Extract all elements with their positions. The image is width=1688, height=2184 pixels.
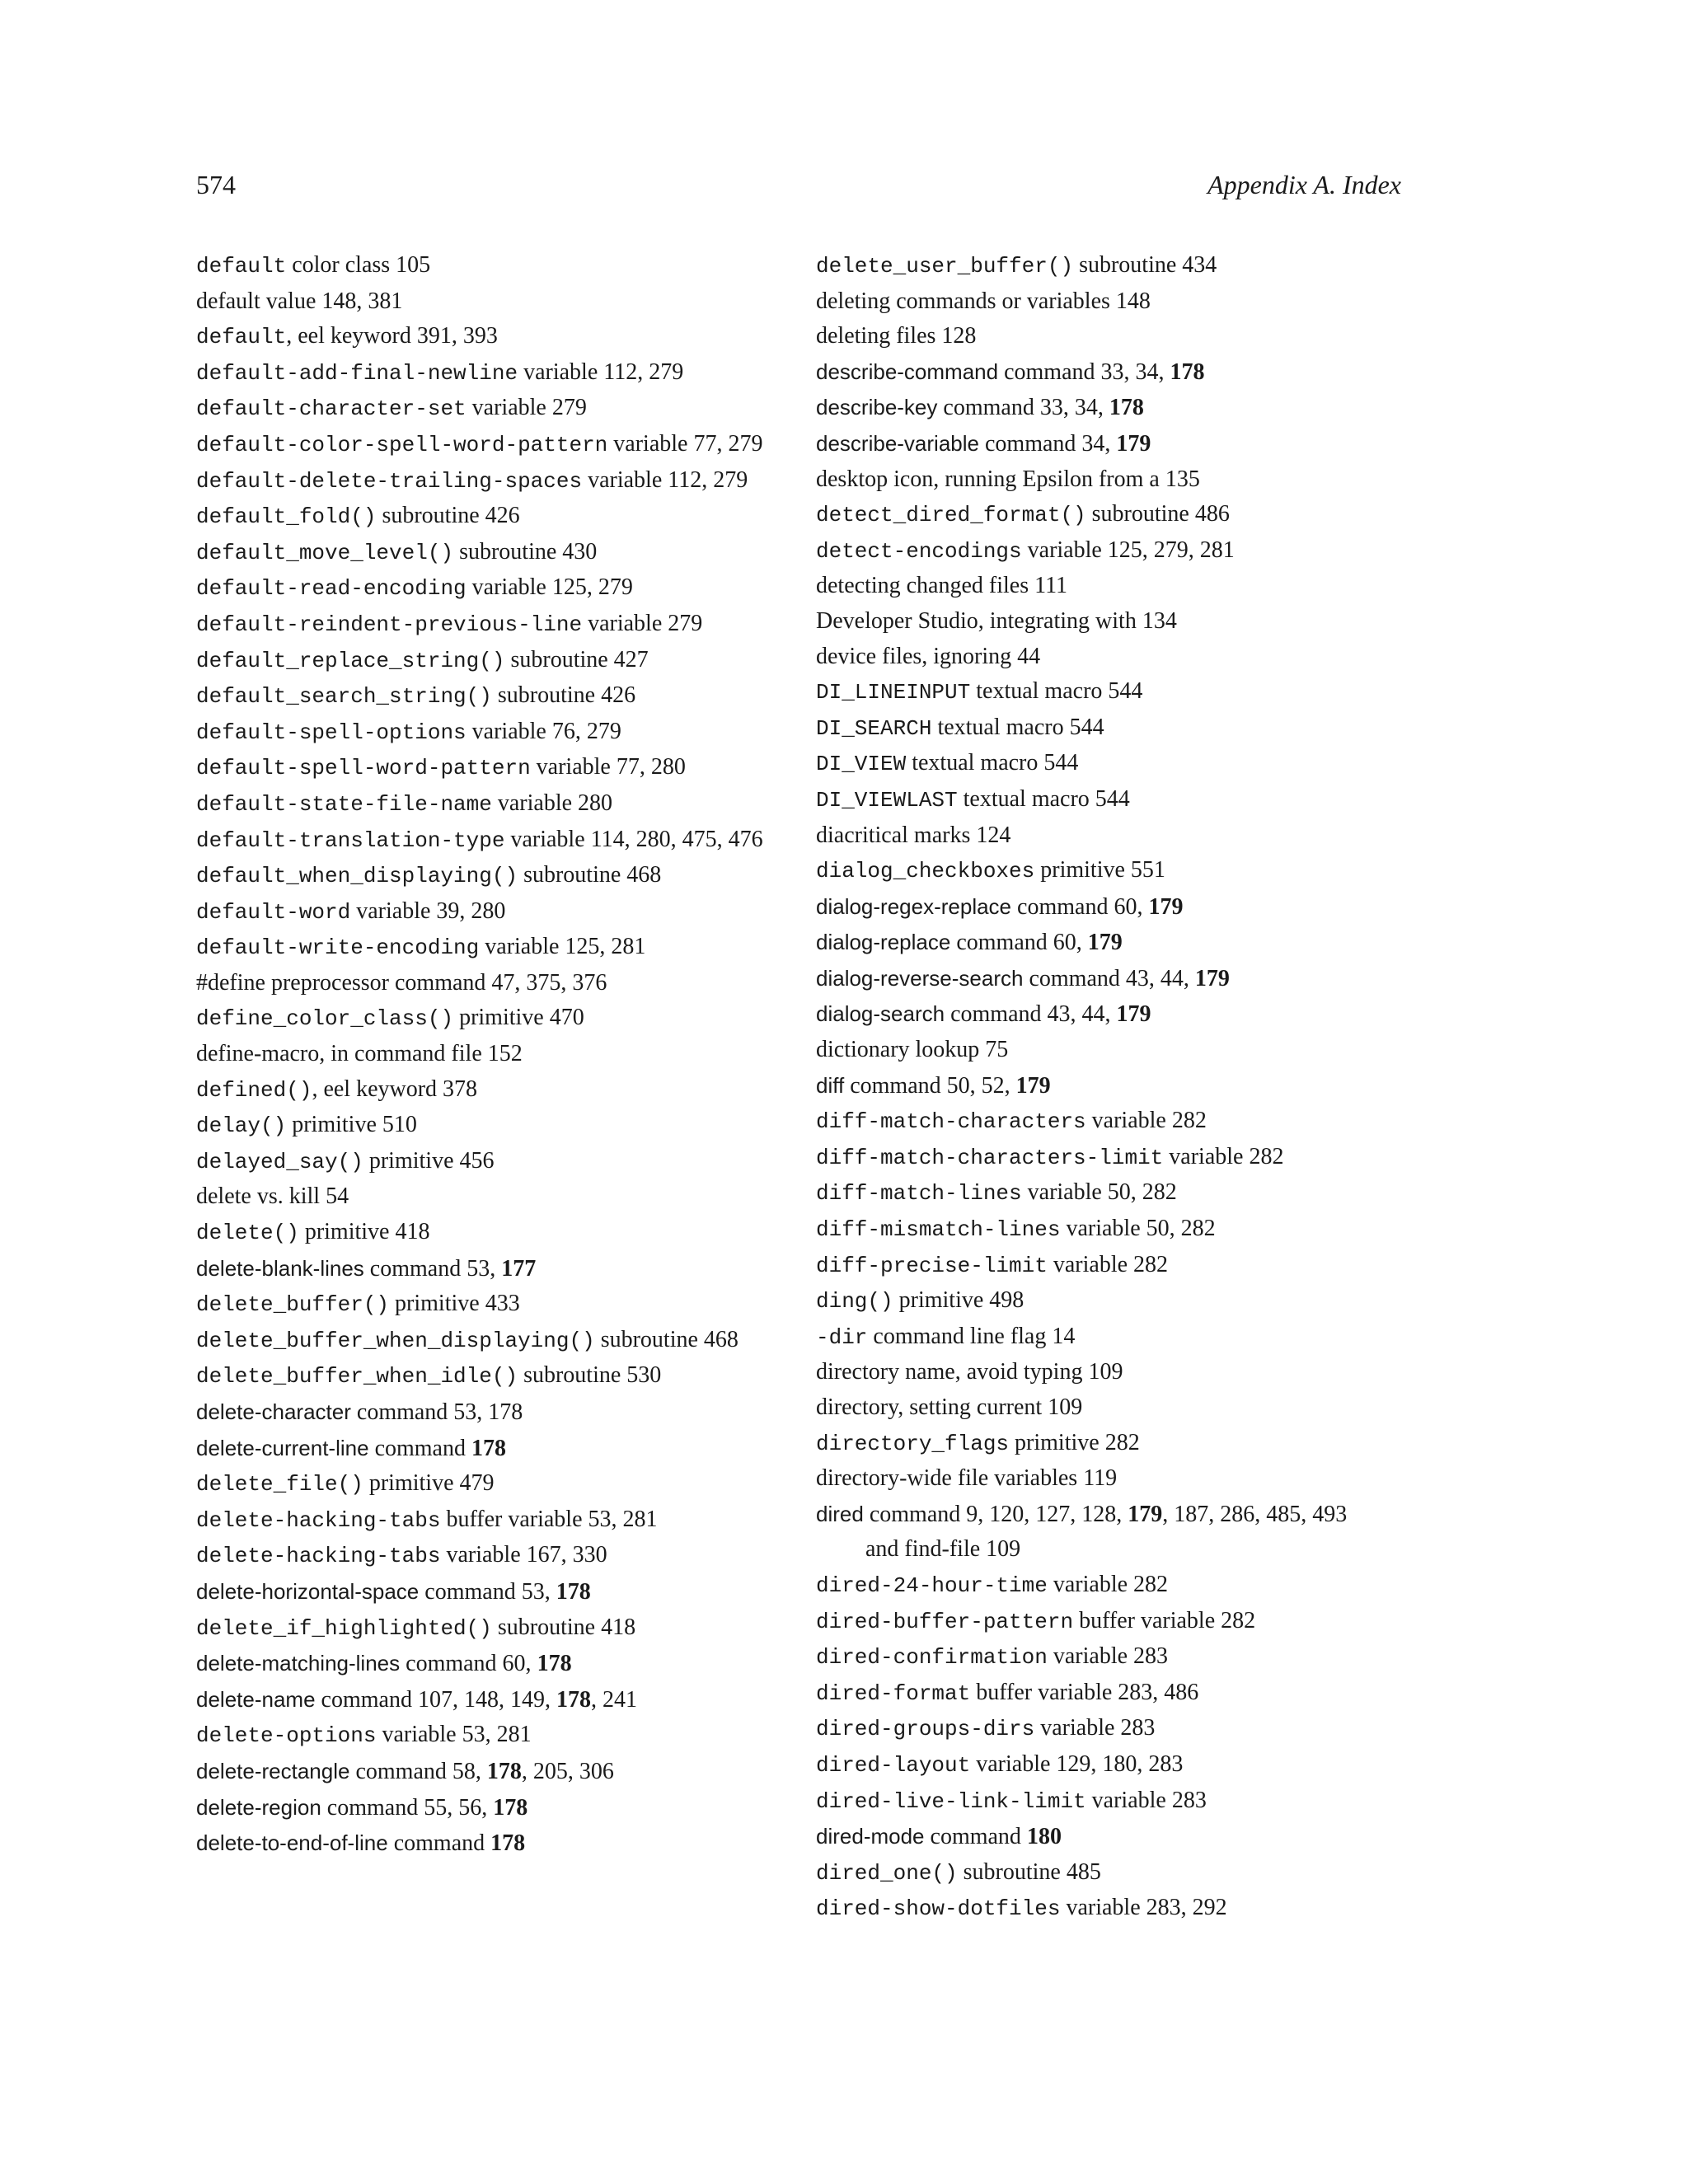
index-term: default_search_string(): [196, 684, 492, 710]
index-term: dialog_checkboxes: [816, 859, 1035, 884]
index-subentry: [816, 1532, 1393, 1568]
index-primary-page: 178: [556, 1578, 591, 1605]
index-entry: [816, 1747, 1393, 1783]
index-text: subroutine 486: [1085, 501, 1230, 527]
index-entry: [196, 607, 773, 643]
index-text: default value 148, 381: [196, 288, 403, 314]
index-term: default_replace_string(): [196, 648, 505, 673]
index-entry: [816, 1319, 1393, 1356]
index-entry: [816, 1639, 1393, 1675]
index-entry: [196, 284, 773, 320]
index-entry: [196, 1323, 773, 1359]
index-term: default-delete-trailing-spaces: [196, 468, 583, 494]
index-entry: [816, 853, 1393, 889]
index-entry: [196, 1108, 773, 1144]
index-term: delete-name: [196, 1686, 316, 1712]
index-text: command 53,: [419, 1578, 556, 1605]
index-entry: [196, 570, 773, 607]
index-term: default-reindent-previous-line: [196, 612, 583, 637]
index-entry: [196, 535, 773, 571]
index-entry: [816, 462, 1393, 498]
index-term: ding(): [816, 1289, 893, 1315]
index-term: DI_SEARCH: [816, 715, 932, 741]
index-text: variable 50, 282: [1060, 1216, 1216, 1242]
index-text: device files, ignoring 44: [816, 643, 1041, 669]
index-primary-page: 180: [1026, 1824, 1062, 1850]
index-term: default-read-encoding: [196, 576, 467, 602]
index-primary-page: 179: [1194, 965, 1230, 991]
index-primary-page: 179: [1087, 930, 1123, 956]
index-text: variable 282: [1047, 1251, 1169, 1277]
index-term: default-add-final-newline: [196, 360, 518, 386]
index-entry: [196, 1466, 773, 1502]
index-term: delete-hacking-tabs: [196, 1544, 441, 1569]
index-text: directory name, avoid typing 109: [816, 1359, 1123, 1385]
index-text: textual macro 544: [970, 678, 1143, 705]
index-text: command 9, 120, 127, 128,: [863, 1501, 1128, 1527]
index-text: command 34,: [978, 430, 1117, 457]
index-entry: [816, 1855, 1393, 1891]
index-entry: [816, 604, 1393, 640]
index-entry: [196, 427, 773, 463]
index-text: command 58,: [349, 1758, 487, 1784]
index-term: delete-hacking-tabs: [196, 1507, 441, 1533]
index-text: subroutine 530: [518, 1362, 662, 1389]
index-entry: [196, 1001, 773, 1037]
index-term: default: [196, 254, 287, 279]
index-term: diff-precise-limit: [816, 1253, 1048, 1278]
index-text: buffer variable 283, 486: [970, 1679, 1199, 1705]
index-primary-page: 179: [1148, 893, 1184, 920]
index-primary-page: 178: [490, 1830, 526, 1857]
index-entry: [816, 1783, 1393, 1820]
index-entry: [816, 1675, 1393, 1712]
index-text: buffer variable 282: [1073, 1607, 1256, 1633]
index-term: default-spell-options: [196, 719, 467, 745]
index-primary-page: 179: [1116, 430, 1151, 457]
index-entry: [196, 750, 773, 786]
index-entry: [816, 782, 1393, 818]
index-term: default-write-encoding: [196, 935, 480, 961]
index-term: delete_buffer(): [196, 1292, 390, 1318]
index-entry: [196, 1825, 773, 1862]
index-text: detecting changed files 111: [816, 573, 1068, 599]
index-entry: [196, 463, 773, 499]
running-head: Appendix A. Index: [1207, 170, 1401, 199]
index-primary-page: 179: [1015, 1072, 1051, 1099]
index-text: variable 282: [1163, 1143, 1284, 1169]
index-primary-page: 178: [556, 1686, 591, 1713]
index-text: textual macro 544: [906, 750, 1079, 776]
index-text: subroutine 468: [594, 1326, 738, 1352]
index-term: describe-command: [816, 359, 999, 384]
index-term: delete(): [196, 1221, 299, 1246]
index-term: dired: [816, 1501, 864, 1526]
index-text: primitive 456: [363, 1147, 495, 1174]
index-text: directory-wide file variables 119: [816, 1465, 1118, 1492]
index-entry: [816, 1355, 1393, 1390]
index-term: define_color_class(): [196, 1006, 454, 1032]
index-entry: [816, 1497, 1393, 1533]
index-text: primitive 498: [893, 1287, 1025, 1314]
index-entry: [196, 1646, 773, 1682]
index-term: delete_buffer_when_displaying(): [196, 1328, 595, 1353]
index-term: diff-mismatch-lines: [816, 1217, 1061, 1243]
index-term: dialog-reverse-search: [816, 965, 1024, 991]
index-entry: [196, 248, 773, 284]
index-text: color class 105: [286, 252, 431, 278]
index-primary-page: 178: [486, 1758, 522, 1784]
index-text: , 241: [590, 1686, 637, 1713]
index-term: delete-region: [196, 1794, 321, 1820]
index-text: variable 280: [491, 790, 613, 816]
index-text: primitive 510: [286, 1112, 417, 1138]
index-entry: [816, 1461, 1393, 1497]
index-text: command: [387, 1830, 491, 1857]
index-entry: [196, 1790, 773, 1826]
index-text: variable 76, 279: [466, 718, 621, 744]
index-entry: [816, 533, 1393, 569]
index-term: delete_if_highlighted(): [196, 1615, 492, 1641]
index-text: variable 282: [1085, 1108, 1207, 1134]
index-entry: [196, 1286, 773, 1323]
index-text: command 60,: [950, 930, 1088, 956]
index-entry: [816, 925, 1393, 961]
index-entry: [816, 497, 1393, 533]
index-entry: [196, 1718, 773, 1754]
index-primary-page: 177: [501, 1255, 537, 1282]
index-term: delete_file(): [196, 1472, 363, 1497]
index-term: directory_flags: [816, 1431, 1010, 1456]
index-text: #define preprocessor command 47, 375, 376: [196, 969, 607, 996]
index-term: delete-horizontal-space: [196, 1578, 420, 1604]
index-entry: [816, 1819, 1393, 1855]
index-text: delete vs. kill 54: [196, 1183, 349, 1210]
index-text: subroutine 434: [1073, 252, 1217, 278]
index-entry: [816, 390, 1393, 426]
index-term: delayed_say(): [196, 1149, 363, 1174]
index-text: command 53,: [363, 1255, 502, 1282]
index-entry: [196, 319, 773, 355]
index-text: subroutine 418: [491, 1614, 636, 1640]
index-entry: [816, 1426, 1393, 1462]
index-entry: [816, 1891, 1393, 1927]
index-text: variable 283, 292: [1060, 1895, 1227, 1921]
index-entry: [196, 1251, 773, 1287]
index-text: subroutine 430: [453, 538, 598, 565]
index-entry: [196, 715, 773, 751]
index-term: defined(): [196, 1077, 312, 1103]
index-entry: [816, 961, 1393, 997]
index-entry: [816, 1033, 1393, 1068]
index-text: command 43, 44,: [945, 1001, 1117, 1028]
index-text: variable 50, 282: [1021, 1179, 1177, 1206]
index-text: textual macro 544: [957, 785, 1130, 812]
index-text: variable 125, 279: [466, 574, 633, 601]
index-entry: [816, 996, 1393, 1033]
index-entry: [816, 1568, 1393, 1604]
index-term: DI_LINEINPUT: [816, 680, 971, 705]
index-entry: [816, 674, 1393, 710]
index-entry: [196, 966, 773, 1001]
index-text: command 33, 34,: [998, 359, 1170, 385]
index-text: command 55, 56,: [321, 1794, 494, 1821]
index-entry: [816, 284, 1393, 320]
index-term: dired-show-dotfiles: [816, 1896, 1061, 1922]
index-text: variable 282: [1047, 1571, 1169, 1597]
index-term: default-word: [196, 899, 351, 925]
index-column-right: [816, 248, 1393, 1927]
index-entry: [196, 930, 773, 966]
index-text: variable 167, 330: [440, 1542, 607, 1568]
page-number: 574: [196, 170, 236, 199]
index-entry: [816, 1248, 1393, 1284]
index-text: primitive 433: [389, 1291, 520, 1317]
index-text: command line flag 14: [867, 1323, 1076, 1349]
index-text: command: [368, 1435, 471, 1461]
index-term: dired-confirmation: [816, 1645, 1048, 1671]
index-term: delete-current-line: [196, 1435, 369, 1460]
index-text: define-macro, in command file 152: [196, 1041, 523, 1067]
index-entry: [816, 1604, 1393, 1640]
index-entry: [816, 640, 1393, 675]
index-text: primitive 479: [363, 1470, 495, 1497]
index-term: describe-key: [816, 395, 938, 420]
index-entry: [816, 1212, 1393, 1248]
index-term: describe-variable: [816, 430, 979, 456]
index-entry: [196, 678, 773, 715]
index-entry: [196, 355, 773, 391]
index-term: dired-format: [816, 1680, 971, 1706]
index-text: command 33, 34,: [937, 395, 1109, 421]
index-term: delete-matching-lines: [196, 1651, 401, 1676]
index-entry: [816, 1175, 1393, 1212]
index-text: variable 283: [1085, 1787, 1207, 1813]
index-text: subroutine 426: [376, 503, 520, 529]
index-entry: [196, 1610, 773, 1647]
index-text: buffer variable 53, 281: [440, 1506, 658, 1532]
index-entry: [196, 894, 773, 930]
index-entry: [816, 319, 1393, 354]
index-term: DI_VIEW: [816, 752, 907, 777]
index-term: dialog-regex-replace: [816, 893, 1012, 919]
index-text: variable 114, 280, 475, 476: [504, 826, 763, 852]
index-text: variable 279: [582, 610, 703, 636]
index-primary-page: 178: [1170, 359, 1205, 385]
index-entry: [196, 858, 773, 894]
index-text: Developer Studio, integrating with 134: [816, 607, 1177, 634]
index-term: delete-options: [196, 1723, 377, 1749]
index-text: subroutine 426: [491, 682, 636, 709]
index-entry: [816, 354, 1393, 391]
index-text: and find-file 109: [865, 1536, 1021, 1563]
index-text: variable 125, 281: [479, 934, 646, 960]
index-entry: [196, 1431, 773, 1467]
index-text: variable 77, 280: [530, 754, 686, 780]
index-term: dired-groups-dirs: [816, 1717, 1035, 1742]
index-text: variable 112, 279: [582, 466, 748, 493]
index-text: primitive 470: [453, 1005, 584, 1031]
index-entry: [816, 1283, 1393, 1319]
index-text: diacritical marks 124: [816, 822, 1011, 848]
index-term: default-state-file-name: [196, 791, 492, 817]
index-text: variable 53, 281: [376, 1722, 532, 1748]
index-term: dialog-replace: [816, 930, 951, 955]
index-term: default_fold(): [196, 504, 377, 530]
index-entry: [816, 746, 1393, 782]
index-term: dired-live-link-limit: [816, 1788, 1086, 1814]
index-term: delete_user_buffer(): [816, 254, 1074, 279]
index-text: primitive 282: [1009, 1429, 1140, 1455]
index-text: variable 279: [466, 395, 587, 421]
index-text: textual macro 544: [931, 714, 1104, 740]
index-text: subroutine 468: [518, 862, 662, 888]
index-entry: [196, 499, 773, 535]
index-term: default_when_displaying(): [196, 864, 518, 889]
index-primary-page: 178: [471, 1435, 506, 1461]
index-entry: [816, 889, 1393, 926]
index-text: , 187, 286, 485, 493: [1162, 1501, 1348, 1527]
index-text: primitive 551: [1034, 857, 1165, 883]
index-entry: [196, 643, 773, 679]
index-entry: [196, 1754, 773, 1790]
index-text: deleting files 128: [816, 323, 977, 349]
index-term: diff-match-characters: [816, 1109, 1086, 1135]
index-entry: [816, 1068, 1393, 1104]
index-term: default-character-set: [196, 396, 467, 422]
index-text: command 60,: [400, 1651, 537, 1677]
index-entry: [196, 786, 773, 823]
index-entry: [816, 569, 1393, 604]
index-term: default: [196, 325, 287, 350]
index-entry: [196, 1037, 773, 1072]
index-entry: [196, 1072, 773, 1108]
index-term: delay(): [196, 1113, 287, 1139]
index-text: variable 283: [1047, 1643, 1169, 1670]
index-entry: [196, 1179, 773, 1215]
index-entry: [816, 248, 1393, 284]
index-primary-page: 178: [493, 1794, 528, 1821]
index-entry: [816, 1390, 1393, 1426]
index-term: delete-to-end-of-line: [196, 1830, 388, 1856]
index-term: -dir: [816, 1324, 868, 1350]
index-text: desktop icon, running Epsilon from a 135: [816, 466, 1200, 492]
index-text: variable 39, 280: [350, 898, 506, 924]
index-term: diff: [816, 1072, 845, 1098]
index-term: delete_buffer_when_idle(): [196, 1364, 518, 1390]
index-text: command 43, 44,: [1023, 965, 1195, 991]
index-entry: [196, 1538, 773, 1574]
index-text: variable 283: [1034, 1715, 1156, 1741]
index-text: , 205, 306: [521, 1758, 614, 1784]
index-entry: [196, 1358, 773, 1394]
index-entry: [196, 1682, 773, 1718]
index-entry: [196, 391, 773, 427]
index-term: detect_dired_format(): [816, 503, 1086, 528]
index-term: dired-layout: [816, 1752, 971, 1778]
index-text: variable 129, 180, 283: [970, 1750, 1184, 1777]
index-text: , eel keyword 378: [312, 1076, 478, 1102]
index-column-left: [196, 248, 773, 1862]
index-text: directory, setting current 109: [816, 1394, 1083, 1420]
index-text: command 53, 178: [350, 1399, 523, 1425]
index-text: subroutine 485: [957, 1858, 1101, 1885]
index-term: dired-mode: [816, 1824, 925, 1849]
index-term: diff-match-characters-limit: [816, 1145, 1164, 1170]
index-entry: [816, 710, 1393, 747]
index-term: dired_one(): [816, 1860, 958, 1886]
index-term: dired-buffer-pattern: [816, 1609, 1074, 1634]
index-term: default-spell-word-pattern: [196, 756, 531, 781]
index-text: , eel keyword 391, 393: [286, 323, 498, 349]
index-text: variable 112, 279: [518, 359, 684, 385]
index-entry: [816, 1140, 1393, 1176]
index-term: diff-match-lines: [816, 1181, 1022, 1207]
index-entry: [196, 1144, 773, 1180]
index-text: primitive 418: [298, 1219, 430, 1245]
index-text: variable 77, 279: [607, 430, 763, 457]
index-text: subroutine 427: [504, 646, 649, 673]
index-term: delete-rectangle: [196, 1758, 350, 1783]
index-entry: [196, 1502, 773, 1539]
index-primary-page: 178: [537, 1651, 572, 1677]
index-text: command: [924, 1824, 1027, 1850]
index-term: default-translation-type: [196, 827, 505, 853]
index-primary-page: 179: [1116, 1001, 1151, 1028]
index-term: default-color-spell-word-pattern: [196, 432, 608, 457]
index-entry: [196, 1215, 773, 1251]
index-text: command 107, 148, 149,: [315, 1686, 556, 1713]
index-term: default_move_level(): [196, 540, 454, 565]
index-term: DI_VIEWLAST: [816, 787, 958, 813]
index-entry: [196, 823, 773, 859]
index-entry: [196, 1394, 773, 1431]
index-term: dialog-search: [816, 1001, 945, 1027]
index-term: delete-blank-lines: [196, 1255, 364, 1281]
index-term: detect-encodings: [816, 538, 1022, 564]
index-term: delete-character: [196, 1399, 351, 1424]
index-entry: [196, 1574, 773, 1610]
index-entry: [816, 818, 1393, 854]
index-term: dired-24-hour-time: [816, 1572, 1048, 1598]
index-entry: [816, 1104, 1393, 1140]
index-text: command 50, 52,: [844, 1072, 1016, 1099]
index-entry: [816, 1711, 1393, 1747]
index-entry: [816, 426, 1393, 462]
index-primary-page: 178: [1109, 395, 1144, 421]
index-text: command 60,: [1011, 893, 1149, 920]
index-text: deleting commands or variables 148: [816, 288, 1151, 314]
index-text: dictionary lookup 75: [816, 1037, 1009, 1063]
index-text: variable 125, 279, 281: [1021, 537, 1235, 563]
index-primary-page: 179: [1128, 1501, 1163, 1527]
